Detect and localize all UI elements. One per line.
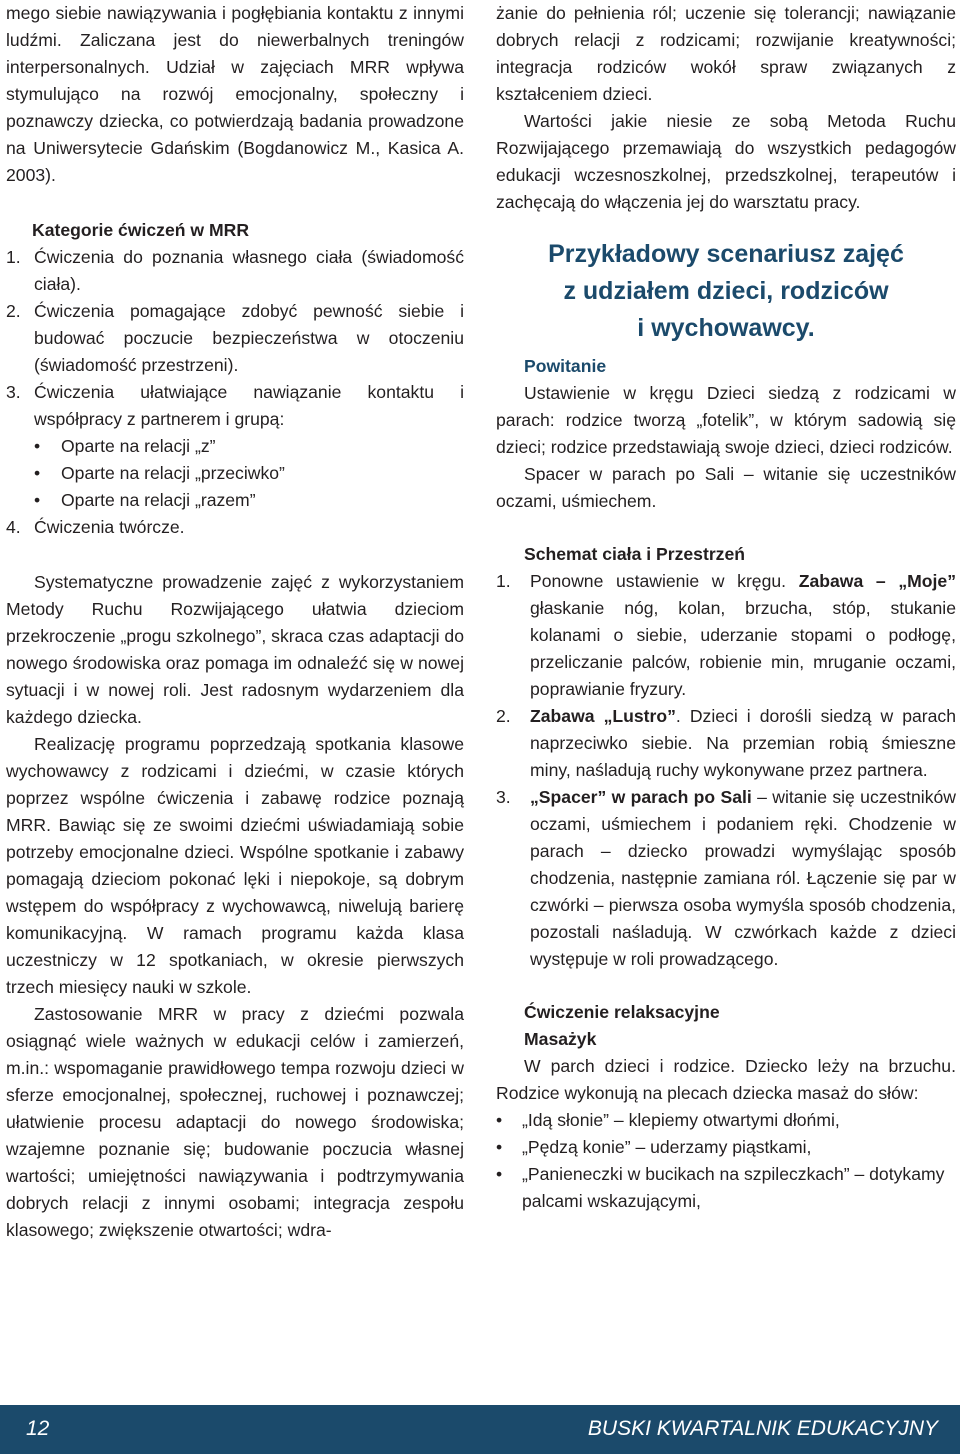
scenario-title: Przykładowy scenariusz zajęć z udziałem dzieci, rodziców i wychowawcy. bbox=[548, 240, 904, 342]
list-item: • Oparte na relacji „z” bbox=[34, 433, 464, 460]
body-paragraph: W parch dzieci i rodzice. Dziecko leży na brzuchu. Rodzice wykonują na plecach dziecka masaż do słów: bbox=[496, 1056, 956, 1103]
left-column bbox=[6, 0, 464, 1244]
relation-sublist bbox=[6, 433, 464, 514]
list-item: • Oparte na relacji „przeciwko” bbox=[34, 460, 464, 487]
schemat-heading: Schemat ciała i Przestrzeń bbox=[524, 544, 746, 564]
magazine-title: BUSKI KWARTALNIK EDUKACYJNY bbox=[587, 1417, 938, 1440]
categories-list-end bbox=[6, 514, 464, 541]
list-item: 3. Ćwiczenia ułatwiające nawiązanie kontaktu i współpracy z partnerem i grupą: bbox=[6, 382, 464, 429]
massage-list bbox=[496, 1107, 956, 1215]
categories-list bbox=[6, 244, 464, 433]
list-item: • Oparte na relacji „razem” bbox=[34, 487, 464, 514]
list-item: • „Pędzą konie” – uderzamy piąstkami, bbox=[496, 1134, 956, 1161]
page-number: 12 bbox=[26, 1417, 50, 1440]
powitanie-heading: Powitanie bbox=[524, 356, 607, 376]
list-item: 2. Ćwiczenia pomagające zdobyć pewność siebie i budować poczucie bezpieczeństwa w otoczeniu (świadomość przestrzeni). bbox=[6, 301, 464, 375]
list-item: 1. Ponowne ustawienie w kręgu. Zabawa – „Moje” głaskanie nóg, kolan, brzucha, stóp, stukanie kolanami o siebie, uderzanie stopami o podłogę, przeliczanie palców, robienie min, mruganie oczami, poprawianie fryzury. bbox=[496, 571, 957, 699]
body-paragraph: Ustawienie w kręgu Dzieci siedzą z rodzicami w parach: rodzice tworzą „fotelik”, w którym sadowią się dzieci; rodzice przedstawiają swoje dzieci, dzieci rodziców. bbox=[496, 383, 956, 457]
body-paragraph: Systematyczne prowadzenie zajęć z wykorzystaniem Metody Ruchu Rozwijającego ułatwia dzieciom przekroczenie „progu szkolnego”, skraca czas adaptacji do nowego środowiska oraz pomaga im odnaleźć się w nowej sytuacji i w nowej roli. Jest radosnym wydarzeniem dla każdego dziecka. bbox=[6, 572, 464, 727]
list-item: 4. Ćwiczenia twórcze. bbox=[6, 517, 185, 537]
intro-paragraph: mego siebie nawiązywania i pogłębiania kontaktu z innymi ludźmi. Zaliczana jest do niewerbalnych treningów interpersonalnych. Udział w zajęciach MRR wpływa stymulująco na rozwój emocjonalny, społeczny i poznawczy dziecka, co potwierdzają badania prowadzone na Uniwersytecie Gdańskim (Bogdanowicz M., Kasica A. 2003). bbox=[6, 3, 464, 185]
massage-heading: Masażyk bbox=[524, 1029, 597, 1049]
list-item: 1. Ćwiczenia do poznania własnego ciała (świadomość ciała). bbox=[6, 247, 464, 294]
list-item: 3. „Spacer” w parach po Sali – witanie się uczestników oczami, uśmiechem i podaniem ręki. Chodzenie w parach – dziecko prowadzi wymyślając sposób chodzenia, następnie zamiana ról. Łączenie się par w czwórki – pierwsza osoba wymyśla sposób chodzenia, pozostali naśladują. W czwórkach każde z dzieci występuje w roli prowadzącego. bbox=[496, 787, 956, 969]
body-paragraph: Wartości jakie niesie ze sobą Metoda Ruchu Rozwijającego przemawiają do wszystkich pedagogów edukacji wczesnoszkolnej, przedszkolnej, terapeutów i zachęcają do włączenia jej do warsztatu pracy. bbox=[496, 111, 956, 212]
list-item: • „Panieneczki w bucikach na szpileczkach” – dotykamy palcami wskazującymi, bbox=[496, 1161, 956, 1215]
relax-heading: Ćwiczenie relaksacyjne bbox=[524, 1002, 720, 1022]
body-paragraph: Spacer w parach po Sali – witanie się uczestników oczami, uśmiechem. bbox=[496, 464, 956, 511]
right-column bbox=[496, 0, 956, 1215]
continued-paragraph: żanie do pełnienia ról; uczenie się tolerancji; nawiązanie dobrych relacji z rodzicami; rozwijanie kreatywności; integracja rodziców wokół spraw związanych z kształceniem dzieci. bbox=[496, 3, 956, 104]
schemat-list bbox=[496, 568, 956, 973]
list-item: 2. Zabawa „Lustro”. Dzieci i dorośli siedzą w parach naprzeciwko siebie. Na przemian robią śmieszne miny, naśladują ruchy wykonywane przez partnera. bbox=[496, 706, 957, 780]
page-footer bbox=[0, 1405, 960, 1454]
categories-heading: Kategorie ćwiczeń w MRR bbox=[32, 220, 250, 240]
body-paragraph: Realizację programu poprzedzają spotkania klasowe wychowawcy z rodzicami i dziećmi, w czasie których poprzez wspólne ćwiczenia i zabawę rodzice poznają MRR. Bawiąc się ze swoimi dziećmi uświadamiają sobie potrzeby emocjonalne dzieci. Wspólne spotkanie i zabawy pomagają dzieciom pokonać lęki i niepokoje, są dobrym wstępem do współpracy z wychowawcą, niwelują barierę komunikacyjną. W ramach programu każda klasa uczestniczy w 12 spotkaniach, w okresie pierwszych trzech miesięcy nauki w szkole. bbox=[6, 734, 464, 997]
list-item: • „Idą słonie” – klepiemy otwartymi dłońmi, bbox=[496, 1107, 956, 1134]
body-paragraph: Zastosowanie MRR w pracy z dziećmi pozwala osiągnąć wiele ważnych w edukacji celów i zamierzeń, m.in.: wspomaganie prawidłowego tempa rozwoju dzieci w sferze emocjonalnej, społecznej, ruchowej i poznawczej; ułatwienie procesu adaptacji do nowego środowiska; wzajemne poznanie się; budowanie poczucia własnej wartości; umiejętności nawiązywania i podtrzymywania dobrych relacji z innymi osobami; integracja zespołu klasowego; zwiększenie otwartości; wdra- bbox=[6, 1004, 464, 1240]
